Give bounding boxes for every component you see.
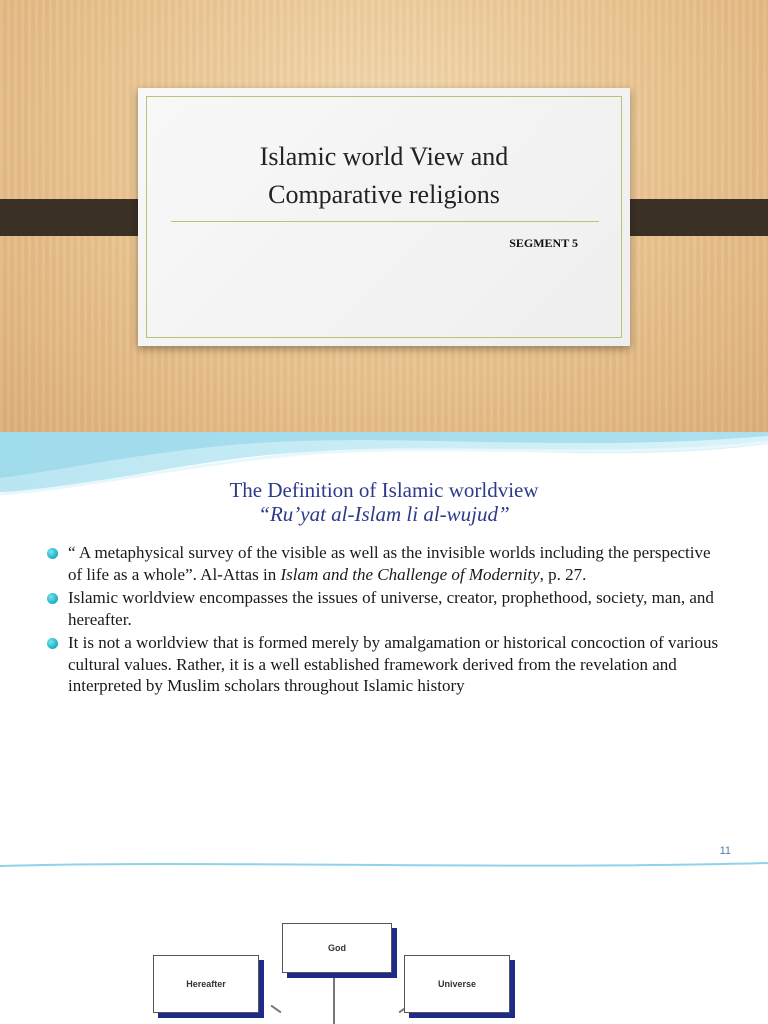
page-number: 11	[719, 845, 731, 857]
bullet-item	[47, 542, 727, 585]
segment-label: SEGMENT 5	[509, 236, 578, 250]
book-title: Islam and the Challenge of Modernity	[280, 564, 540, 584]
bullet-item	[47, 632, 727, 697]
slide-heading: The Definition of Islamic worldview	[229, 478, 539, 502]
slide-title-line-1: Islamic world View and	[259, 142, 509, 171]
diagram-slide	[0, 868, 768, 1024]
connector-line	[333, 972, 335, 1024]
definition-slide	[0, 432, 768, 866]
slide-subheading-text: “Ru’yat al-Islam li al-wujud”	[258, 502, 510, 526]
decorative-bar-right	[612, 199, 768, 236]
bullet-text: Islamic worldview encompasses the issues of universe, creator, prophethood, society, man, and hereafter.	[68, 588, 714, 629]
node-hereafter-label: Hereafter	[186, 979, 226, 989]
bullet-icon	[47, 548, 58, 559]
node-universe	[404, 955, 510, 1013]
node-god-label: God	[328, 943, 346, 953]
title-divider	[171, 221, 599, 222]
title-slide	[0, 0, 768, 432]
title-card-border	[146, 96, 622, 338]
node-hereafter	[153, 955, 259, 1013]
node-god	[282, 923, 392, 973]
bullet-text: It is not a worldview that is formed merely by amalgamation or historical concoction of various cultural values. Rather, it is a well established framework derived from the revelation and interpreted by Muslim scholars throughout Islamic history	[68, 633, 719, 695]
bullet-text: “ A metaphysical survey of the visible as well as the invisible worlds including the perspective of life as a whole”. Al-Attas in	[68, 543, 711, 584]
slide-title-line-2: Comparative religions	[268, 180, 500, 209]
slide-subheading	[0, 502, 768, 526]
bullet-icon	[47, 638, 58, 649]
bullet-text-suffix: , p. 27.	[539, 564, 587, 584]
decorative-bar-left	[0, 199, 156, 236]
bullet-item	[47, 587, 727, 630]
title-card	[138, 88, 630, 346]
slide-title	[138, 138, 630, 214]
connector-line	[271, 1005, 282, 1014]
node-universe-label: Universe	[437, 979, 477, 989]
bullet-list	[47, 542, 727, 699]
bullet-icon	[47, 593, 58, 604]
